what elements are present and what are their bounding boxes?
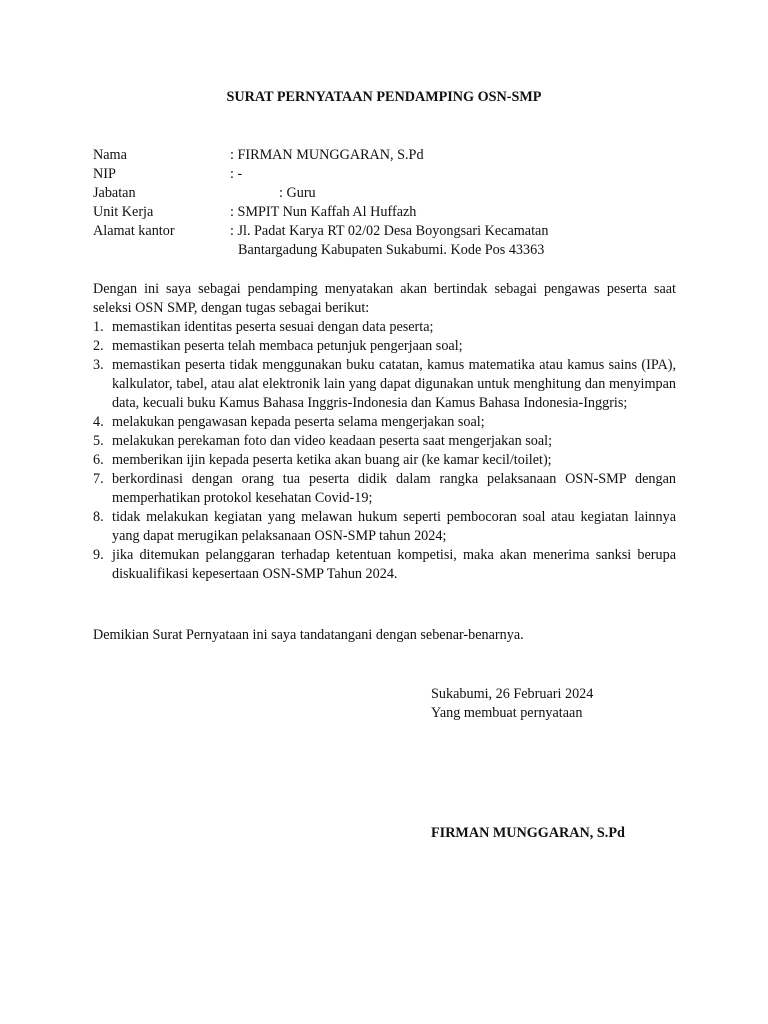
list-number: 5. [93, 433, 104, 449]
place-date: Sukabumi, 26 Februari 2024 [431, 686, 594, 702]
list-text: memastikan peserta telah membaca petunjuk pengerjaan soal; [112, 338, 463, 354]
intro-paragraph: Dengan ini saya sebagai pendamping menyatakan akan bertindak sebagai pengawas peserta saat seleksi OSN SMP, dengan tugas sebagai berikut: [93, 281, 676, 316]
identity-row-alamat [93, 222, 693, 241]
signer-name: FIRMAN MUNGGARAN, S.Pd [431, 825, 625, 841]
identity-row-jabatan [93, 184, 693, 203]
identity-row-unit [93, 203, 693, 222]
unit-kerja-label: Unit Kerja [93, 204, 154, 220]
list-text: berkordinasi dengan orang tua peserta didik dalam rangka pelaksanaan OSN-SMP dengan memperhatikan protokol kesehatan Covid-19; [112, 471, 676, 506]
list-item [93, 337, 676, 356]
list-item [93, 413, 676, 432]
identity-row-nama [93, 146, 693, 165]
nama-value: : FIRMAN MUNGGARAN, S.Pd [230, 147, 424, 163]
list-text: memastikan peserta tidak menggunakan buku catatan, kamus matematika atau kamus sains (IPA), kalkulator, tabel, atau alat elektronik lain yang dapat digunakan untuk menghitung dan menyimpan data, kecuali buku Kamus Bahasa Inggris-Indonesia dan Kamus Bahasa Indonesia-Inggris; [112, 357, 676, 411]
list-number: 9. [93, 547, 104, 563]
nip-value: : - [230, 166, 243, 182]
jabatan-value: : Guru [279, 185, 316, 201]
alamat-label: Alamat kantor [93, 223, 175, 239]
duties-list [93, 318, 676, 584]
list-text: tidak melakukan kegiatan yang melawan hukum seperti pembocoran soal atau kegiatan lainnya yang dapat merugikan pelaksanaan OSN-SMP tahun 2024; [112, 509, 676, 544]
list-item [93, 356, 676, 413]
unit-kerja-value: : SMPIT Nun Kaffah Al Huffazh [230, 204, 417, 220]
list-item [93, 318, 676, 337]
identity-row-nip [93, 165, 693, 184]
list-number: 2. [93, 338, 104, 354]
list-number: 4. [93, 414, 104, 430]
signature-block [431, 685, 593, 723]
jabatan-label: Jabatan [93, 185, 136, 201]
list-item [93, 432, 676, 451]
list-number: 6. [93, 452, 104, 468]
list-number: 1. [93, 319, 104, 335]
list-text: jika ditemukan pelanggaran terhadap ketentuan kompetisi, maka akan menerima sanksi berupa diskualifikasi kepesertaan OSN-SMP Tahun 2024. [112, 547, 676, 582]
list-item [93, 546, 676, 584]
list-item [93, 470, 676, 508]
nama-label: Nama [93, 147, 127, 163]
alamat-value-line-1: : Jl. Padat Karya RT 02/02 Desa Boyongsari Kecamatan [230, 223, 549, 239]
list-text: memastikan identitas peserta sesuai dengan data peserta; [112, 319, 434, 335]
signer-role: Yang membuat pernyataan [431, 705, 583, 721]
identity-row-alamat-cont [93, 241, 693, 260]
list-text: memberikan ijin kepada peserta ketika akan buang air (ke kamar kecil/toilet); [112, 452, 552, 468]
list-text: melakukan pengawasan kepada peserta selama mengerjakan soal; [112, 414, 485, 430]
list-number: 3. [93, 357, 104, 373]
list-text: melakukan perekaman foto dan video keadaan peserta saat mengerjakan soal; [112, 433, 553, 449]
closing-statement: Demikian Surat Pernyataan ini saya tandatangani dengan sebenar-benarnya. [93, 627, 524, 643]
nip-label: NIP [93, 166, 116, 182]
list-number: 8. [93, 509, 104, 525]
alamat-value-line-2: Bantargadung Kabupaten Sukabumi. Kode Pos 43363 [238, 242, 545, 258]
list-item [93, 451, 676, 470]
identity-table [93, 146, 693, 260]
list-number: 7. [93, 471, 104, 487]
list-item [93, 508, 676, 546]
document-title: SURAT PERNYATAAN PENDAMPING OSN-SMP [226, 89, 542, 105]
